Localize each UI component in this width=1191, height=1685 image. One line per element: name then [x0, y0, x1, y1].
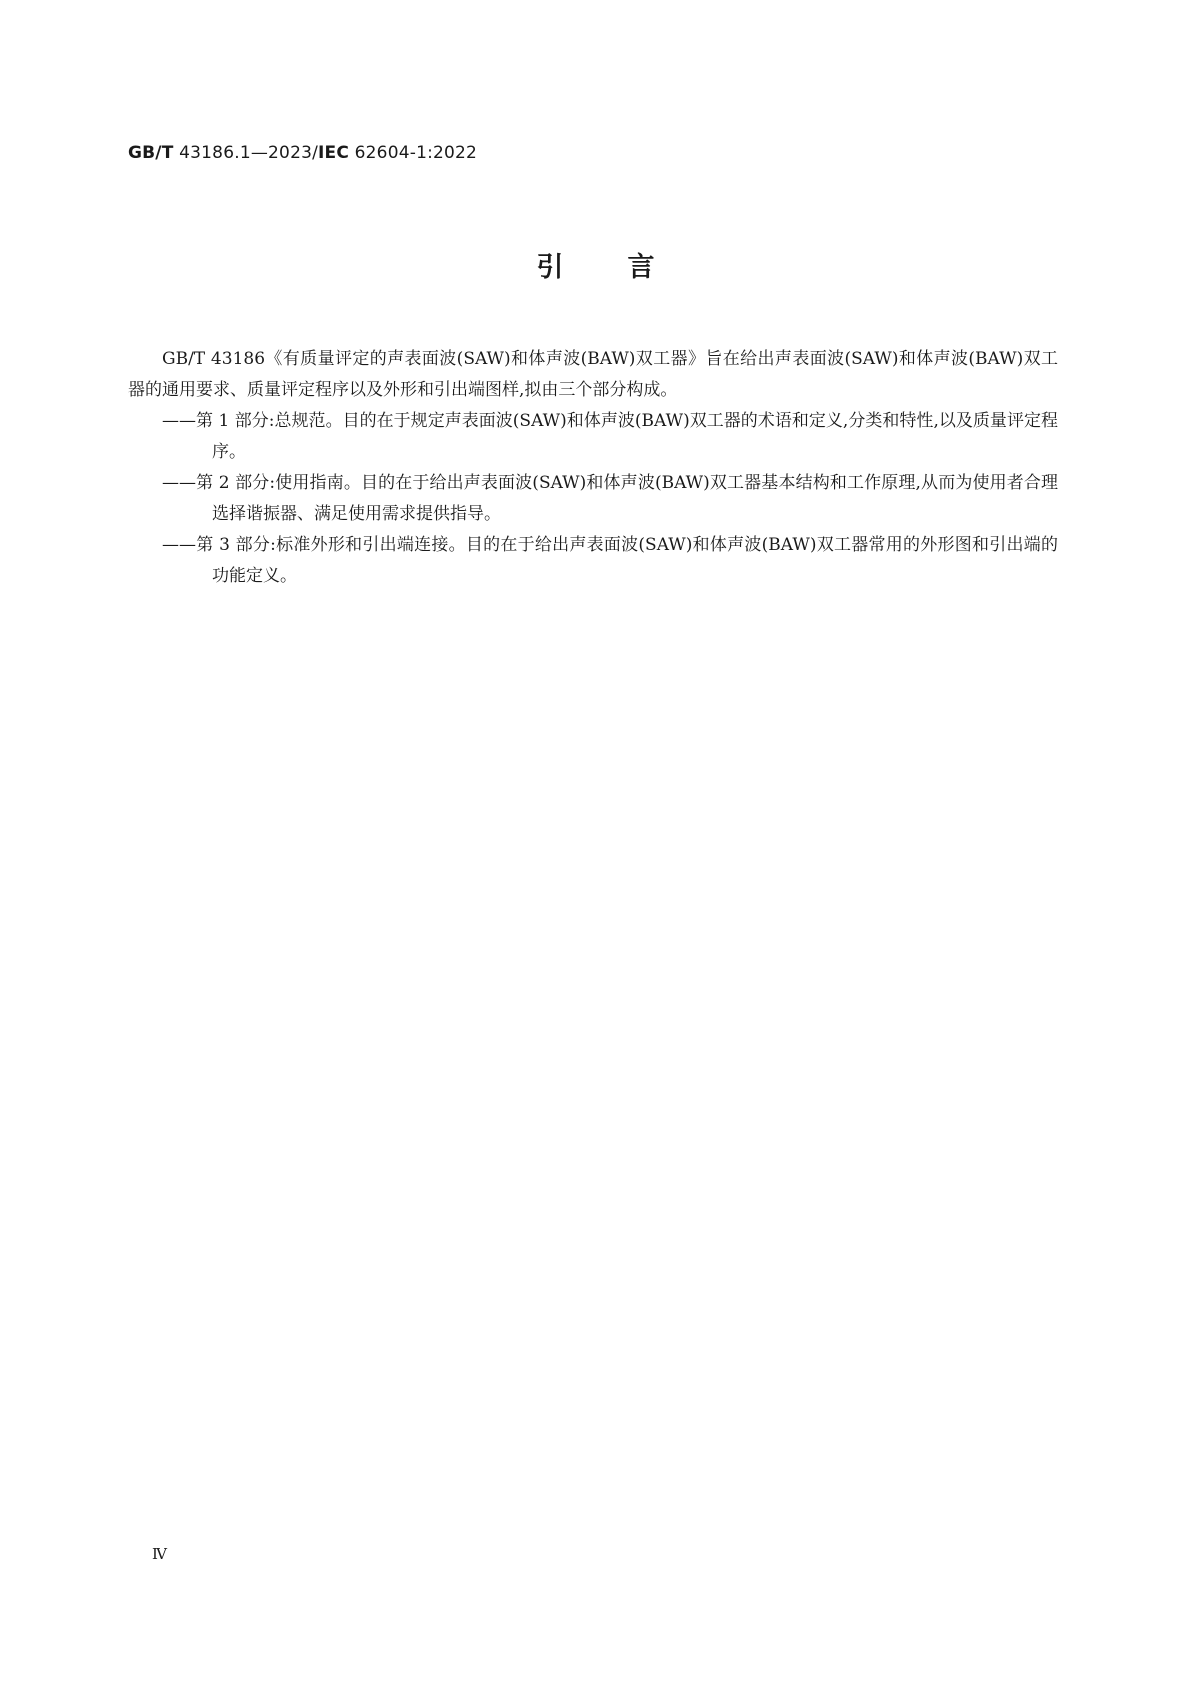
- list-item-part-1: ——第 1 部分:总规范。目的在于规定声表面波(SAW)和体声波(BAW)双工器的术语和定义,分类和特性,以及质量评定程序。: [162, 411, 1058, 462]
- page-number: Ⅳ: [152, 1545, 167, 1563]
- standard-code: GB/T: [128, 143, 174, 163]
- list-item-part-3: ——第 3 部分:标准外形和引出端连接。目的在于给出声表面波(SAW)和体声波(BAW)双工器常用的外形图和引出端的功能定义。: [162, 535, 1058, 586]
- document-header: [128, 143, 477, 163]
- iec-code: IEC: [318, 143, 350, 163]
- document-body: [128, 344, 1058, 592]
- intro-paragraph: GB/T 43186《有质量评定的声表面波(SAW)和体声波(BAW)双工器》旨在给出声表面波(SAW)和体声波(BAW)双工器的通用要求、质量评定程序以及外形和引出端图样,拟由三个部分构成。: [128, 349, 1058, 400]
- page-title: 引言: [536, 252, 719, 283]
- iec-number: 62604-1:2022: [349, 143, 478, 163]
- standard-number: 43186.1—2023/: [173, 143, 319, 163]
- list-item-part-2: ——第 2 部分:使用指南。目的在于给出声表面波(SAW)和体声波(BAW)双工器基本结构和工作原理,从而为使用者合理选择谐振器、满足使用需求提供指导。: [162, 473, 1058, 524]
